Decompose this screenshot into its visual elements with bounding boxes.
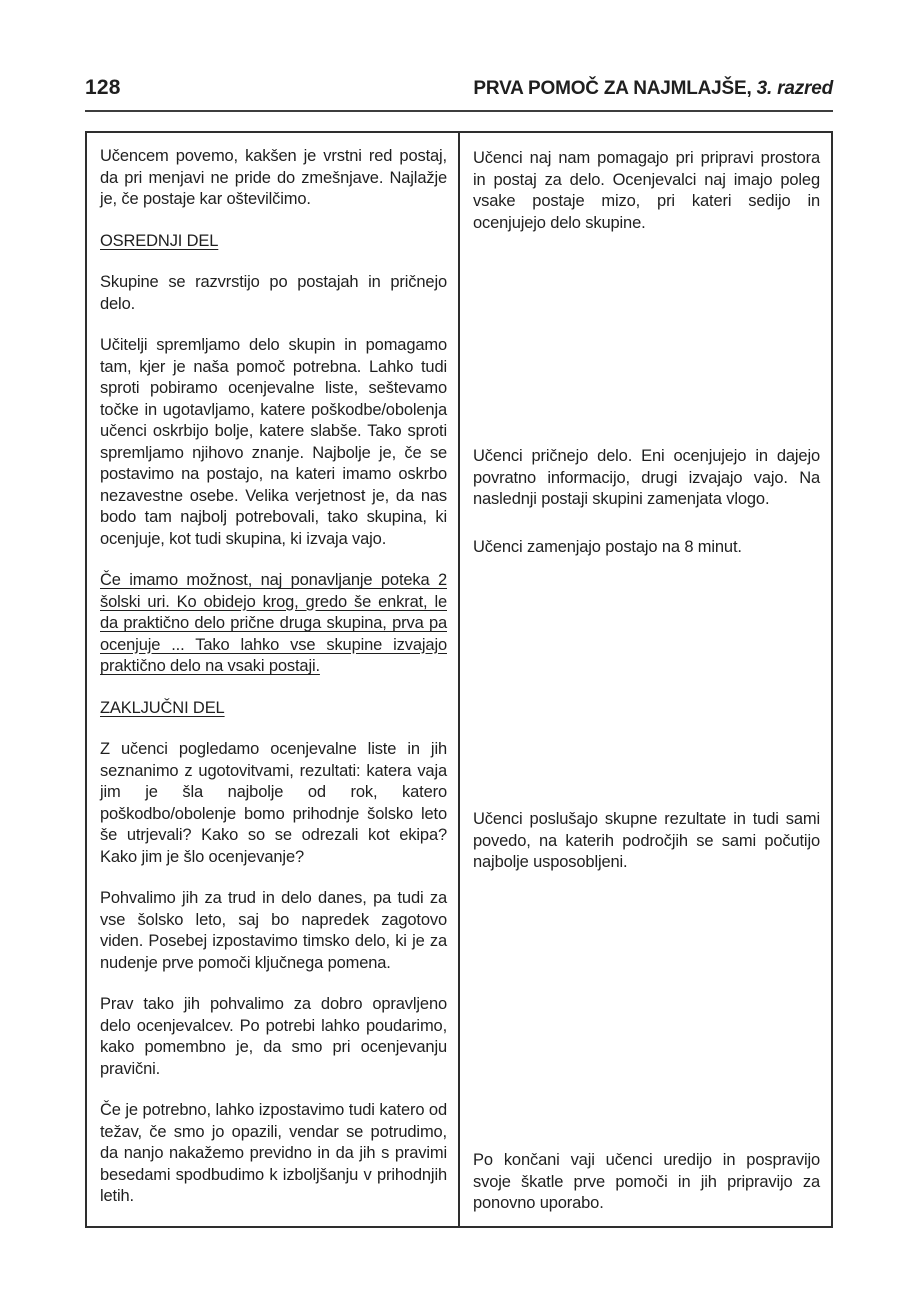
left-paragraph-ucitelji: Učitelji spremljamo delo skupin in pomagamo tam, kjer je naša pomoč potrebna. Lahko tudi sproti pobiramo ocenjevalne liste, seštevamo točke in ugotavljamo, katere poškodbe/obolenja učenci oskrbijo bolje, katere slabše. Tako sproti spremljamo njihovo znanje. Najbolje je, če se postavimo na postajo, na kateri imamo oskrbo nezavestne osebe. Velika verjetnost je, da nas bodo tam najbolj potrebovali, tako skupina, ki ocenjuje, kot tudi skupina, ki izvaja vajo. — [100, 336, 447, 548]
heading-osrednji-del: OSREDNJI DEL — [100, 231, 219, 250]
right-paragraph-pricnejo-delo: Učenci pričnejo delo. Eni ocenjujejo in dajejo povratno informacijo, drugi izvajajo vajo. Na naslednji postaji skupini zamenjata vlogo. — [473, 447, 820, 508]
left-paragraph-ocenjevalne-liste: Z učenci pogledamo ocenjevalne liste in jih seznanimo z ugotovitvami, rezultati: katera vaja jim je šla najbolje od rok, katero poškodbo/obolenje bomo prihodnje šolsko leto še utrjevali? Kako so se odrezali kot ekipa? Kako jim je šlo ocenjevanje? — [100, 740, 447, 866]
left-paragraph-skupine: Skupine se razvrstijo po postajah in pričnejo delo. — [100, 273, 447, 313]
running-title-main: PRVA POMOČ ZA NAJMLAJŠE, — [473, 78, 752, 99]
left-paragraph-intro: Učencem povemo, kakšen je vrstni red postaj, da pri menjavi ne pride do zmešnjave. Najlažje je, če postaje kar oštevilčimo. — [100, 147, 447, 208]
running-title-grade: 3. razred — [756, 78, 833, 99]
header-divider-rule — [85, 110, 833, 112]
left-paragraph-tezave: Če je potrebno, lahko izpostavimo tudi katero od težav, če smo jo opazili, vendar se potrudimo, da nanjo nakažemo previdno in da jih s pravimi besedami spodbudimo k izboljšanju v prihodnjih letih. — [100, 1101, 447, 1205]
page-header — [85, 76, 833, 100]
lesson-plan-table — [85, 131, 833, 1228]
right-paragraph-pospravljanje: Po končani vaji učenci uredijo in pospravijo svoje škatle prve pomoči in jih pripravijo za ponovno uporabo. — [473, 1151, 820, 1212]
heading-zakljucni-del: ZAKLJUČNI DEL — [100, 698, 225, 717]
running-title — [473, 78, 833, 100]
left-paragraph-ocenjevalci: Prav tako jih pohvalimo za dobro opravljeno delo ocenjevalcev. Po potrebi lahko poudarimo, kako pomembno je, da smo pri ocenjevanju pravični. — [100, 995, 447, 1078]
right-paragraph-menjava-postaj: Učenci zamenjajo postajo na 8 minut. — [473, 538, 742, 556]
left-paragraph-pohvala: Pohvalimo jih za trud in delo danes, pa tudi za vse šolsko leto, saj bo napredek zagotovo viden. Posebej izpostavimo timsko delo, ki je za nudenje prve pomoči ključnega pomena. — [100, 889, 447, 972]
right-paragraph-rezultati: Učenci poslušajo skupne rezultate in tudi sami povedo, na katerih področjih se sami počutijo najbolje usposobljeni. — [473, 810, 820, 871]
right-paragraph-priprava: Učenci naj nam pomagajo pri pripravi prostora in postaj za delo. Ocenjevalci naj imajo poleg vsake postaje mizo, pri kateri sedijo in ocenjujejo delo skupine. — [473, 149, 820, 232]
student-activity-column — [460, 133, 831, 1226]
left-paragraph-underlined-note: Če imamo možnost, naj ponavljanje poteka 2 šolski uri. Ko obidejo krog, gredo še enkrat, le da praktično delo prične druga skupina, prva pa ocenjuje ... Tako lahko vse skupine izvajajo praktično delo na vsaki postaji. — [100, 571, 447, 675]
page-number: 128 — [85, 76, 121, 99]
teacher-activity-column — [87, 133, 460, 1226]
